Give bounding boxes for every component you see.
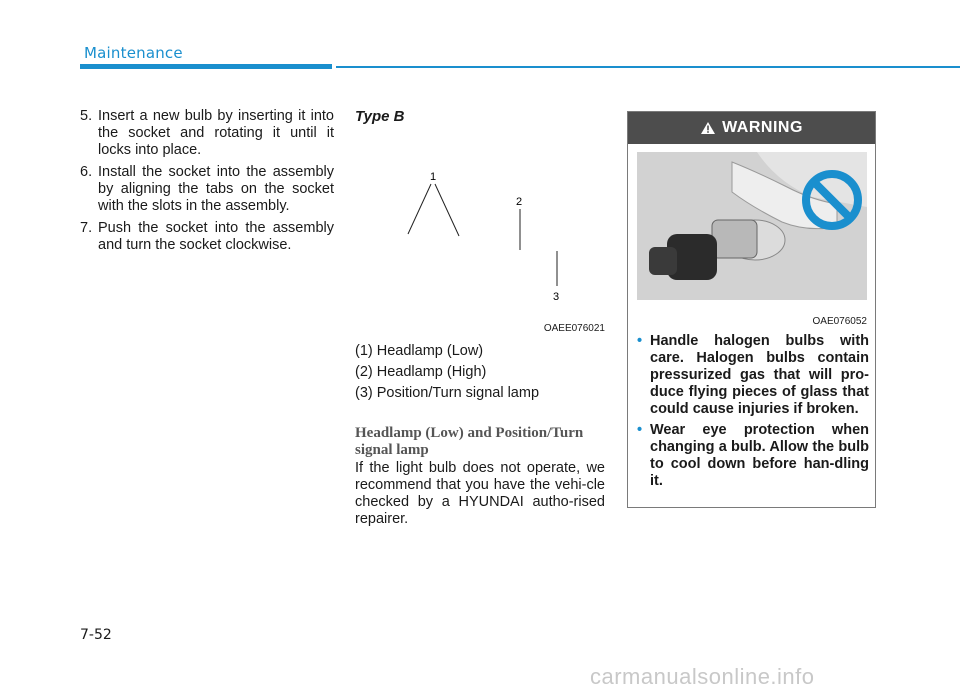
- warning-header: [628, 112, 875, 144]
- subheading: Headlamp (Low) and Position/Turn signal lamp: [355, 425, 584, 458]
- type-label: Type B: [355, 108, 405, 125]
- section-title: Maintenance: [84, 44, 183, 62]
- body-paragraph: If the light bulb does not operate, we recommend that you have the vehi-cle checked by a HYUNDAI autho-rised repairer.: [355, 460, 605, 527]
- step-7: [80, 220, 334, 254]
- warning-title: WARNING: [722, 119, 803, 136]
- warning-item: [637, 333, 869, 418]
- callout-line-1a: [408, 184, 431, 234]
- step-text: Push the socket into the assembly and turn the socket clockwise.: [98, 220, 334, 253]
- callout-2: 2: [516, 196, 523, 208]
- legend-item-2: (2) Headlamp (High): [355, 364, 487, 380]
- legend: [355, 343, 605, 406]
- step-text: Insert a new bulb by inserting it into the socket and rotating it until it locks into place.: [98, 108, 334, 158]
- figure-code: OAEE076021: [543, 323, 605, 334]
- warning-box: [627, 111, 876, 508]
- warning-text: Wear eye protection when changing a bulb. Allow the bulb to cool down before han-dling it.: [650, 422, 869, 489]
- callout-1: 1: [430, 171, 437, 183]
- headlamp-diagram: [355, 156, 605, 346]
- page-number: 7-52: [80, 627, 112, 643]
- legend-item-1: (1) Headlamp (Low): [355, 343, 484, 359]
- photo-code: OAE076052: [812, 316, 867, 327]
- warning-item: [637, 422, 869, 490]
- warning-list: [637, 333, 869, 494]
- header-rule-thick: [80, 64, 332, 69]
- step-number: 7.: [80, 220, 93, 236]
- type-b-column: [355, 108, 605, 527]
- callout-line-1b: [435, 184, 459, 236]
- bullet-icon: •: [637, 422, 643, 438]
- steps-column: [80, 108, 334, 259]
- legend-item-3: (3) Position/Turn signal lamp: [355, 385, 540, 401]
- callout-3: 3: [553, 291, 560, 303]
- step-5: [80, 108, 334, 159]
- bullet-icon: •: [637, 333, 643, 349]
- step-text: Install the socket into the assembly by aligning the tabs on the socket with the slots in the assembly.: [98, 164, 334, 214]
- warning-triangle-icon: [700, 121, 716, 135]
- header-rule-thin: [336, 66, 960, 68]
- warning-text: Handle halogen bulbs with care. Halogen bulbs contain pressurized gas that will pro-duce flying pieces of glass that could cause injuries if broken.: [650, 333, 869, 417]
- step-6: [80, 164, 334, 215]
- halogen-bulb-photo: [637, 152, 867, 300]
- watermark: carmanualsonline.info: [590, 664, 815, 689]
- step-number: 6.: [80, 164, 93, 180]
- step-number: 5.: [80, 108, 93, 124]
